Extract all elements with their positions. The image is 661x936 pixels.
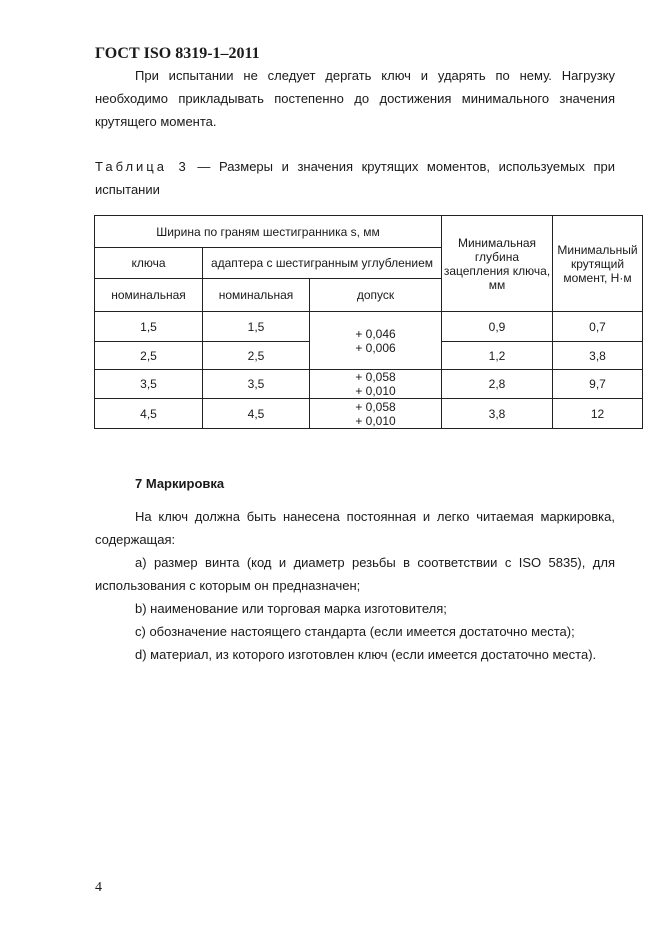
header-key: ключа: [95, 248, 203, 279]
page-number: 4: [95, 880, 102, 895]
cell-depth: 0,9: [442, 312, 553, 342]
tolerance-upper: + 0,058: [355, 370, 396, 384]
cell-key: 3,5: [95, 370, 203, 399]
cell-depth: 2,8: [442, 370, 553, 399]
section-7-intro: На ключ должна быть нанесена постоянная и легко читаемая маркировка, содержащая:: [95, 509, 615, 547]
tolerance-upper: + 0,046: [355, 326, 396, 341]
cell-adapter: 4,5: [203, 399, 310, 429]
intro-paragraph: При испытании не следует дергать ключ и ударять по нему. Нагрузку необходимо прикладывать постепенно до достижения минимального значения крутящего момента.: [95, 68, 615, 129]
torque-table: [94, 215, 643, 429]
cell-torque: 3,8: [553, 342, 643, 370]
header-nominal-adapter: номинальная: [203, 279, 310, 312]
tolerance-lower: + 0,010: [355, 384, 396, 398]
header-group-width: Ширина по граням шестигранника s, мм: [95, 216, 442, 248]
document-header: ГОСТ ISO 8319-1–2011: [95, 45, 260, 62]
tolerance-lower: + 0,010: [355, 413, 396, 428]
header-tolerance: допуск: [310, 279, 442, 312]
cell-adapter: 2,5: [203, 342, 310, 370]
list-item: с) обозначение настоящего стандарта (если имеется достаточно места);: [135, 624, 575, 639]
cell-tolerance: [310, 312, 442, 370]
table-caption: [95, 155, 615, 201]
cell-torque: 9,7: [553, 370, 643, 399]
tolerance-lower: + 0,006: [355, 340, 396, 355]
cell-torque: 12: [553, 399, 643, 429]
cell-tolerance: [310, 399, 442, 429]
header-depth: Минимальная глубина зацепления ключа, мм: [442, 216, 553, 312]
table-caption-text: — Размеры и значения крутящих моментов, используемых при испытании: [95, 159, 615, 197]
table-caption-label: Таблица 3: [95, 159, 189, 174]
header-torque: Минимальный крутящий момент, Н·м: [553, 216, 643, 312]
table-row: [95, 399, 643, 429]
cell-tolerance: [310, 370, 442, 399]
table-row: [95, 312, 643, 342]
list-item: d) материал, из которого изготовлен ключ (если имеется достаточно места).: [135, 647, 597, 662]
cell-adapter: 3,5: [203, 370, 310, 399]
list-item: b) наименование или торговая марка изготовителя;: [135, 601, 447, 616]
table-row: [95, 370, 643, 399]
header-nominal-key: номинальная: [95, 279, 203, 312]
cell-torque: 0,7: [553, 312, 643, 342]
section-7-heading: 7 Маркировка: [135, 476, 225, 491]
cell-adapter: 1,5: [203, 312, 310, 342]
header-adapter: адаптера с шестигранным углублением: [203, 248, 442, 279]
cell-depth: 1,2: [442, 342, 553, 370]
list-item: а) размер винта (код и диаметр резьбы в соответствии с ISO 5835), для использования с которым он предназначен;: [95, 555, 615, 593]
cell-depth: 3,8: [442, 399, 553, 429]
cell-key: 2,5: [95, 342, 203, 370]
cell-key: 4,5: [95, 399, 203, 429]
tolerance-upper: + 0,058: [355, 399, 396, 414]
cell-key: 1,5: [95, 312, 203, 342]
